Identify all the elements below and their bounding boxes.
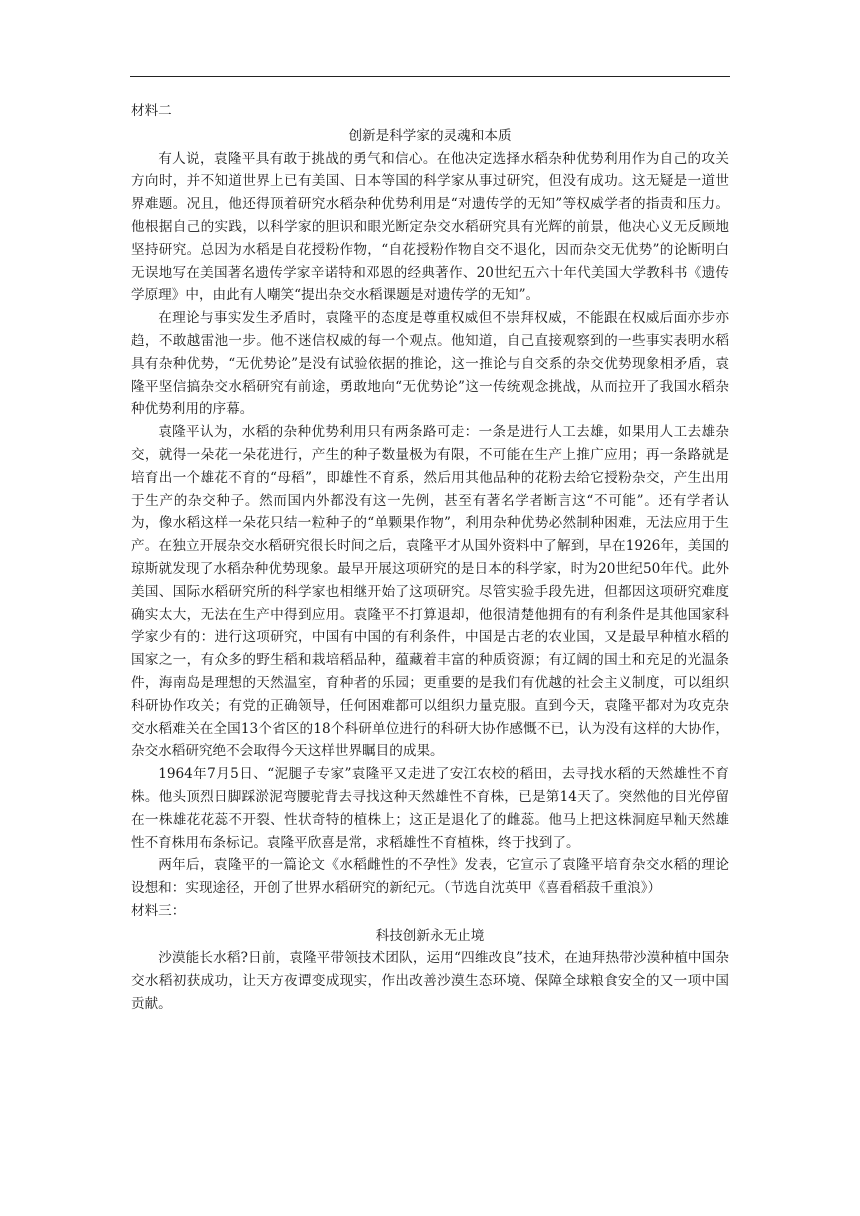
material-3-title: 科技创新永无止境 — [375, 927, 485, 944]
document-body — [131, 100, 729, 1016]
paragraph: 在理论与事实发生矛盾时，袁隆平的态度是尊重权威但不崇拜权威，不能跟在权威后面亦步亦趋，不敢越雷池一步。他不迷信权威的每一个观点。他知道，自己直接观察到的一些事实表明水稻具有杂种优势，“无优势论”是没有试验依据的推论，这一推论与自交系的杂交优势现象相矛盾，袁隆平坚信搞杂交水稻研究有前途，勇敢地向“无优势论”这一传统观念挑战，从而拉开了我国水稻杂种优势利用的序幕。 — [131, 310, 729, 418]
material-2-title: 创新是科学家的灵魂和本质 — [348, 127, 512, 144]
material-2-label: 材料二 — [131, 103, 172, 119]
paragraph: 有人说，袁隆平具有敢于挑战的勇气和信心。在他决定选择水稻杂种优势利用作为自己的攻关方向时，并不知道世界上已有美国、日本等国的科学家从事过研究，但没有成功。这无疑是一道世界难题。况且，他还得顶着研究水稻杂种优势利用是“对遗传学的无知”等权威学者的指责和压力。他根据自己的实践，以科学家的胆识和眼光断定杂交水稻研究具有光辉的前景，他决心义无反顾地坚持研究。总因为水稻是自花授粉作物，“自花授粉作物自交不退化，因而杂交无优势”的论断明白无误地写在美国著名遗传学家辛诺特和邓恩的经典著作、20世纪五六十年代美国大学教科书《遗传学原理》中，由此有人嘲笑“提出杂交水稻课题是对遗传学的无知”。 — [131, 150, 729, 304]
paragraph: 两年后，袁隆平的一篇论文《水稻雌性的不孕性》发表，它宣示了袁隆平培育杂交水稻的理论设想和：实现途径，开创了世界水稻研究的新纪元。（节选自沈英甲《喜看稻菽千重浪》） — [131, 857, 729, 897]
paragraph: 1964年7月5日、“泥腿子专家”袁隆平又走进了安江农校的稻田，去寻找水稻的天然雄性不育株。他头顶烈日脚踩淤泥弯腰驼背去寻找这种天然雄性不育株，已是第14天了。突然他的目光停留在一株雄花花蕊不开裂、性状奇特的植株上；这正是退化了的雌蕊。他马上把这株洞庭早籼天然雄性不育株用布条标记。袁隆平欣喜是常，求稻雄性不育植株，终于找到了。 — [131, 766, 729, 851]
paragraph: 沙漠能长水稻?日前，袁隆平带领技术团队，运用“四维改良”技术，在迪拜热带沙漠种植中国杂交水稻初获成功，让天方夜谭变成现实，作出改善沙漠生态环境、保障全球粮食安全的又一项中国贡献。 — [131, 950, 729, 1013]
header-rule — [130, 76, 730, 77]
paragraph: 袁隆平认为，水稻的杂种优势利用只有两条路可走：一条是进行人工去雄，如果用人工去雄杂交，就得一朵花一朵花进行，产生的种子数量极为有限，不可能在生产上推广应用；再一条路就是培育出一个雄花不育的“母稻”，即雄性不育系，然后用其他品种的花粉去给它授粉杂交，产生出用于生产的杂交种子。然而国内外都没有这一先例，甚至有著名学者断言这“不可能”。还有学者认为，像水稻这样一朵花只结一粒种子的“单颗果作物”，利用杂种优势必然制种困难，无法应用于生产。在独立开展杂交水稻研究很长时间之后，袁隆平才从国外资料中了解到，早在1926年，美国的琼斯就发现了水稻杂种优势现象。最早开展这项研究的是日本的科学家，时为20世纪50年代。此外美国、国际水稻研究所的科学家也相继开始了这项研究。尽管实验手段先进，但都因这项研究难度确实太大，无法在生产中得到应用。袁隆平不打算退却，他很清楚他拥有的有利条件是其他国家科学家少有的：进行这项研究，中国有中国的有利条件，中国是古老的农业国，又是最早种植水稻的国家之一，有众多的野生稻和栽培稻品种，蕴藏着丰富的种质资源；有辽阔的国土和充足的光温条件，海南岛是理想的天然温室，育种者的乐园；更重要的是我们有优越的社会主义制度，可以组织科研协作攻关；有党的正确领导，任何困难都可以组织力量克服。直到今天，袁隆平都对为攻克杂交水稻难关在全国13个省区的18个科研单位进行的科研大协作感慨不已，认为没有这样的大协作，杂交水稻研究绝不会取得今天这样世界瞩目的成果。 — [131, 424, 729, 760]
material-3-label: 材料三： — [131, 902, 186, 919]
